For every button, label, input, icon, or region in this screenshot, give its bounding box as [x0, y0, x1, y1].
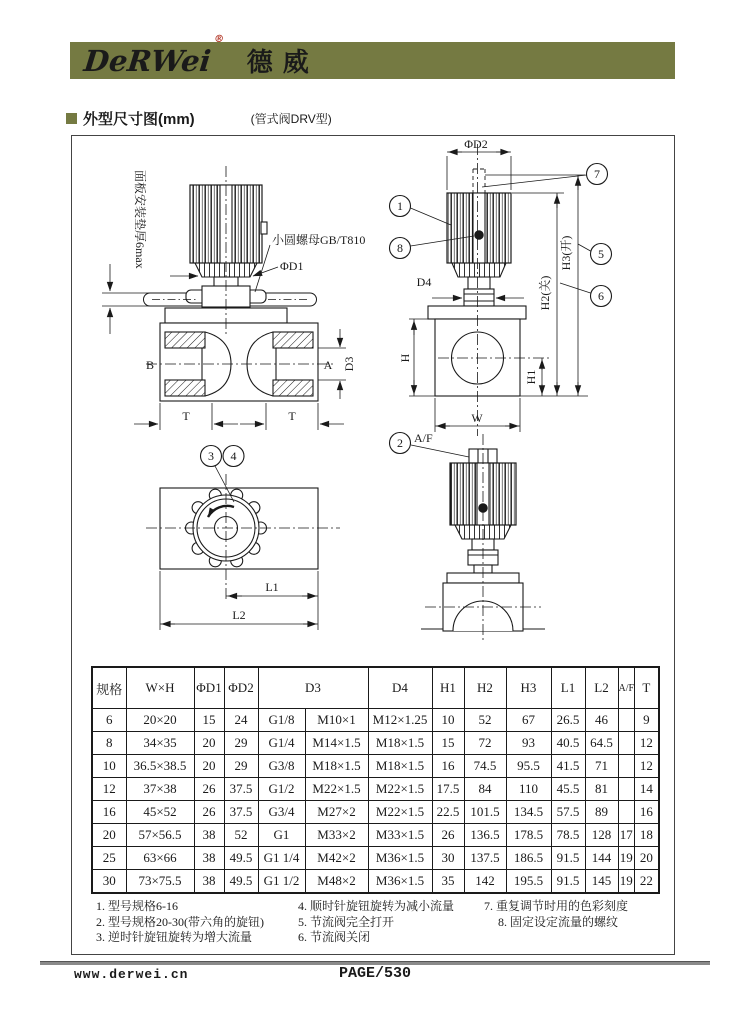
balloon-1-number: 1 — [397, 199, 403, 213]
table-cell: 12 — [635, 732, 659, 755]
table-cell: 29 — [224, 732, 258, 755]
dim-d1-label: ΦD1 — [280, 259, 304, 273]
side-view-drawing — [428, 169, 526, 396]
brand-logo-cjk: 德威 — [246, 48, 319, 77]
table-cell: 8 — [92, 732, 126, 755]
table-cell: M18×1.5 — [305, 755, 368, 778]
table-cell: 10 — [432, 709, 464, 732]
table-cell: M10×1 — [305, 709, 368, 732]
dim-h2-label: H2(关) — [538, 275, 552, 311]
table-cell: 34×35 — [126, 732, 194, 755]
table-cell: M27×2 — [305, 801, 368, 824]
table-row — [92, 778, 659, 801]
table-cell: 144 — [585, 847, 618, 870]
brand-logo-latin — [82, 33, 225, 78]
table-cell: 24 — [224, 709, 258, 732]
balloon-6-number: 6 — [598, 289, 604, 303]
dim-l1-label: L1 — [265, 580, 279, 594]
table-cell: 26 — [194, 778, 224, 801]
registered-mark-icon: ® — [213, 33, 225, 45]
table-cell: 178.5 — [506, 824, 551, 847]
table-cell: M22×1.5 — [368, 778, 432, 801]
note-item: 5. 节流阀完全打开 — [298, 914, 395, 929]
dim-t-left-label: T — [182, 409, 190, 423]
dim-h1-label: H1 — [524, 369, 538, 385]
table-row — [92, 709, 659, 732]
note-item: 4. 顺时针旋钮旋转为减小流量 — [298, 899, 455, 913]
table-cell: 52 — [224, 824, 258, 847]
table-cell: 73×75.5 — [126, 870, 194, 894]
table-cell: M18×1.5 — [368, 732, 432, 755]
table-cell: 38 — [194, 847, 224, 870]
table-cell: G1 1/2 — [258, 870, 305, 894]
table-cell: 89 — [585, 801, 618, 824]
balloon-8-number: 8 — [397, 241, 403, 255]
nut-label: 小圆螺母GB/T810 — [272, 233, 366, 247]
table-cell: 30 — [92, 870, 126, 894]
table-header-row — [92, 667, 659, 709]
table-header-cell: W×H — [126, 667, 194, 709]
notes-list — [96, 899, 658, 946]
table-header-cell: 规格 — [92, 667, 126, 709]
table-cell — [618, 732, 635, 755]
bottom-view-dimensions — [411, 445, 469, 457]
table-cell: M18×1.5 — [368, 755, 432, 778]
table-cell: 29 — [224, 755, 258, 778]
table-cell: G3/8 — [258, 755, 305, 778]
table-cell: 63×66 — [126, 847, 194, 870]
balloon-4-number: 4 — [230, 449, 237, 463]
front-view-drawing — [144, 185, 319, 401]
footer-website: www.derwei.cn — [74, 967, 189, 982]
table-cell: 22 — [635, 870, 659, 894]
dim-h-label: H — [398, 353, 412, 363]
title-bullet-square-icon — [66, 113, 77, 124]
dim-h3-label: H3(开) — [559, 235, 573, 271]
table-row — [92, 755, 659, 778]
table-cell: 145 — [585, 870, 618, 894]
balloon-7-number: 7 — [594, 167, 600, 181]
table-header-cell: D3 — [258, 667, 368, 709]
table-header-cell: ΦD1 — [194, 667, 224, 709]
table-cell: G1 — [258, 824, 305, 847]
table-cell: 57.5 — [551, 801, 585, 824]
table-cell: 18 — [635, 824, 659, 847]
table-cell: 41.5 — [551, 755, 585, 778]
table-row — [92, 801, 659, 824]
table-header-cell: ΦD2 — [224, 667, 258, 709]
table-cell: 136.5 — [464, 824, 506, 847]
table-cell: 10 — [92, 755, 126, 778]
footer-page-number: PAGE/530 — [338, 965, 411, 982]
balloon-5-number: 5 — [598, 247, 604, 261]
table-cell: M36×1.5 — [368, 870, 432, 894]
table-header-cell: H1 — [432, 667, 464, 709]
table-cell: M42×2 — [305, 847, 368, 870]
table-cell: 20 — [194, 732, 224, 755]
table-cell: G3/4 — [258, 801, 305, 824]
table-cell: 30 — [432, 847, 464, 870]
top-view-drawing — [160, 488, 318, 569]
table-cell: 57×56.5 — [126, 824, 194, 847]
table-row — [92, 824, 659, 847]
balloon-3-number: 3 — [208, 449, 214, 463]
table-header-cell: L1 — [551, 667, 585, 709]
note-item: 6. 节流阀关闭 — [298, 930, 371, 944]
table-cell: 110 — [506, 778, 551, 801]
table-row — [92, 870, 659, 894]
dim-t-right-label: T — [288, 409, 296, 423]
table-header-cell: H3 — [506, 667, 551, 709]
section-title-text: 外型尺寸图(mm) — [83, 110, 195, 128]
table-header-cell: D4 — [368, 667, 432, 709]
table-cell: 142 — [464, 870, 506, 894]
table-cell: 72 — [464, 732, 506, 755]
dim-w-label: W — [471, 411, 483, 425]
table-cell: 26 — [432, 824, 464, 847]
dim-l2-label: L2 — [232, 608, 246, 622]
table-header-cell: H2 — [464, 667, 506, 709]
table-cell: 101.5 — [464, 801, 506, 824]
table-cell: 20×20 — [126, 709, 194, 732]
table-cell: 37.5 — [224, 778, 258, 801]
table-cell — [618, 778, 635, 801]
table-cell: 26.5 — [551, 709, 585, 732]
table-cell: 38 — [194, 824, 224, 847]
dimension-drawings — [72, 136, 674, 664]
note-item: 8. 固定设定流量的螺纹 — [498, 914, 619, 929]
note-item: 3. 逆时针旋钮旋转为增大流量 — [96, 930, 253, 944]
table-row — [92, 847, 659, 870]
table-cell: 26 — [194, 801, 224, 824]
content-frame — [71, 135, 675, 955]
table-cell: 35 — [432, 870, 464, 894]
table-header-cell: A/F — [618, 667, 635, 709]
spec-table — [91, 666, 660, 894]
table-cell: 137.5 — [464, 847, 506, 870]
dim-af-label: A/F — [414, 431, 433, 445]
brand-logo-text: DeRWei — [82, 43, 213, 78]
table-cell: M33×2 — [305, 824, 368, 847]
table-cell: 195.5 — [506, 870, 551, 894]
table-cell: M22×1.5 — [305, 778, 368, 801]
table-cell: G1/4 — [258, 732, 305, 755]
table-cell — [618, 801, 635, 824]
table-cell: 16 — [432, 755, 464, 778]
table-cell: 46 — [585, 709, 618, 732]
table-cell: 12 — [635, 755, 659, 778]
table-cell: 81 — [585, 778, 618, 801]
brand-band — [70, 33, 675, 79]
note-item: 2. 型号规格20-30(带六角的旋钮) — [96, 914, 264, 929]
table-cell: 19 — [618, 870, 635, 894]
table-cell: 16 — [92, 801, 126, 824]
balloon-2-number: 2 — [397, 436, 403, 450]
table-cell: 37×38 — [126, 778, 194, 801]
table-cell: 74.5 — [464, 755, 506, 778]
section-subtitle-text: (管式阀DRV型) — [250, 111, 332, 126]
table-cell: 84 — [464, 778, 506, 801]
table-cell: 91.5 — [551, 847, 585, 870]
dim-d2-label: ΦD2 — [464, 137, 488, 151]
table-cell — [618, 755, 635, 778]
table-cell: 16 — [635, 801, 659, 824]
table-cell: 37.5 — [224, 801, 258, 824]
table-cell — [618, 709, 635, 732]
table-cell: 49.5 — [224, 847, 258, 870]
port-b-label: B — [145, 358, 155, 372]
table-cell: 93 — [506, 732, 551, 755]
table-cell: 22.5 — [432, 801, 464, 824]
table-cell: 38 — [194, 870, 224, 894]
table-cell: 19 — [618, 847, 635, 870]
table-cell: 67 — [506, 709, 551, 732]
table-cell: M14×1.5 — [305, 732, 368, 755]
table-cell: 134.5 — [506, 801, 551, 824]
table-cell: 95.5 — [506, 755, 551, 778]
table-cell: G1/2 — [258, 778, 305, 801]
table-cell: 36.5×38.5 — [126, 755, 194, 778]
table-cell: 15 — [194, 709, 224, 732]
table-cell: M12×1.25 — [368, 709, 432, 732]
table-cell: 45.5 — [551, 778, 585, 801]
table-cell: G1 1/4 — [258, 847, 305, 870]
table-cell: 9 — [635, 709, 659, 732]
table-header-cell: L2 — [585, 667, 618, 709]
table-cell: 128 — [585, 824, 618, 847]
table-cell: 186.5 — [506, 847, 551, 870]
table-cell: 52 — [464, 709, 506, 732]
table-cell: 40.5 — [551, 732, 585, 755]
table-row — [92, 732, 659, 755]
table-cell: M33×1.5 — [368, 824, 432, 847]
table-cell: 64.5 — [585, 732, 618, 755]
table-cell: M22×1.5 — [368, 801, 432, 824]
table-cell: G1/8 — [258, 709, 305, 732]
panel-note-label: 面板安装垫厚6max — [133, 170, 147, 269]
table-header-cell: T — [635, 667, 659, 709]
table-cell: 17 — [618, 824, 635, 847]
table-cell: 25 — [92, 847, 126, 870]
dim-d3-label: D3 — [342, 356, 356, 372]
table-cell: 15 — [432, 732, 464, 755]
table-cell: 20 — [194, 755, 224, 778]
note-item: 7. 重复调节时用的色彩刻度 — [484, 899, 629, 913]
section-title — [66, 108, 332, 128]
table-cell: 12 — [92, 778, 126, 801]
dim-d4-label: D4 — [416, 275, 432, 289]
table-cell: 14 — [635, 778, 659, 801]
table-cell: 78.5 — [551, 824, 585, 847]
table-cell: 20 — [635, 847, 659, 870]
table-cell: 71 — [585, 755, 618, 778]
port-a-label: A — [323, 358, 333, 372]
table-cell: 45×52 — [126, 801, 194, 824]
table-cell: 20 — [92, 824, 126, 847]
note-item: 1. 型号规格6-16 — [96, 899, 178, 913]
table-cell: M36×1.5 — [368, 847, 432, 870]
table-cell: M48×2 — [305, 870, 368, 894]
table-cell: 6 — [92, 709, 126, 732]
table-cell: 49.5 — [224, 870, 258, 894]
table-cell: 17.5 — [432, 778, 464, 801]
table-cell: 91.5 — [551, 870, 585, 894]
